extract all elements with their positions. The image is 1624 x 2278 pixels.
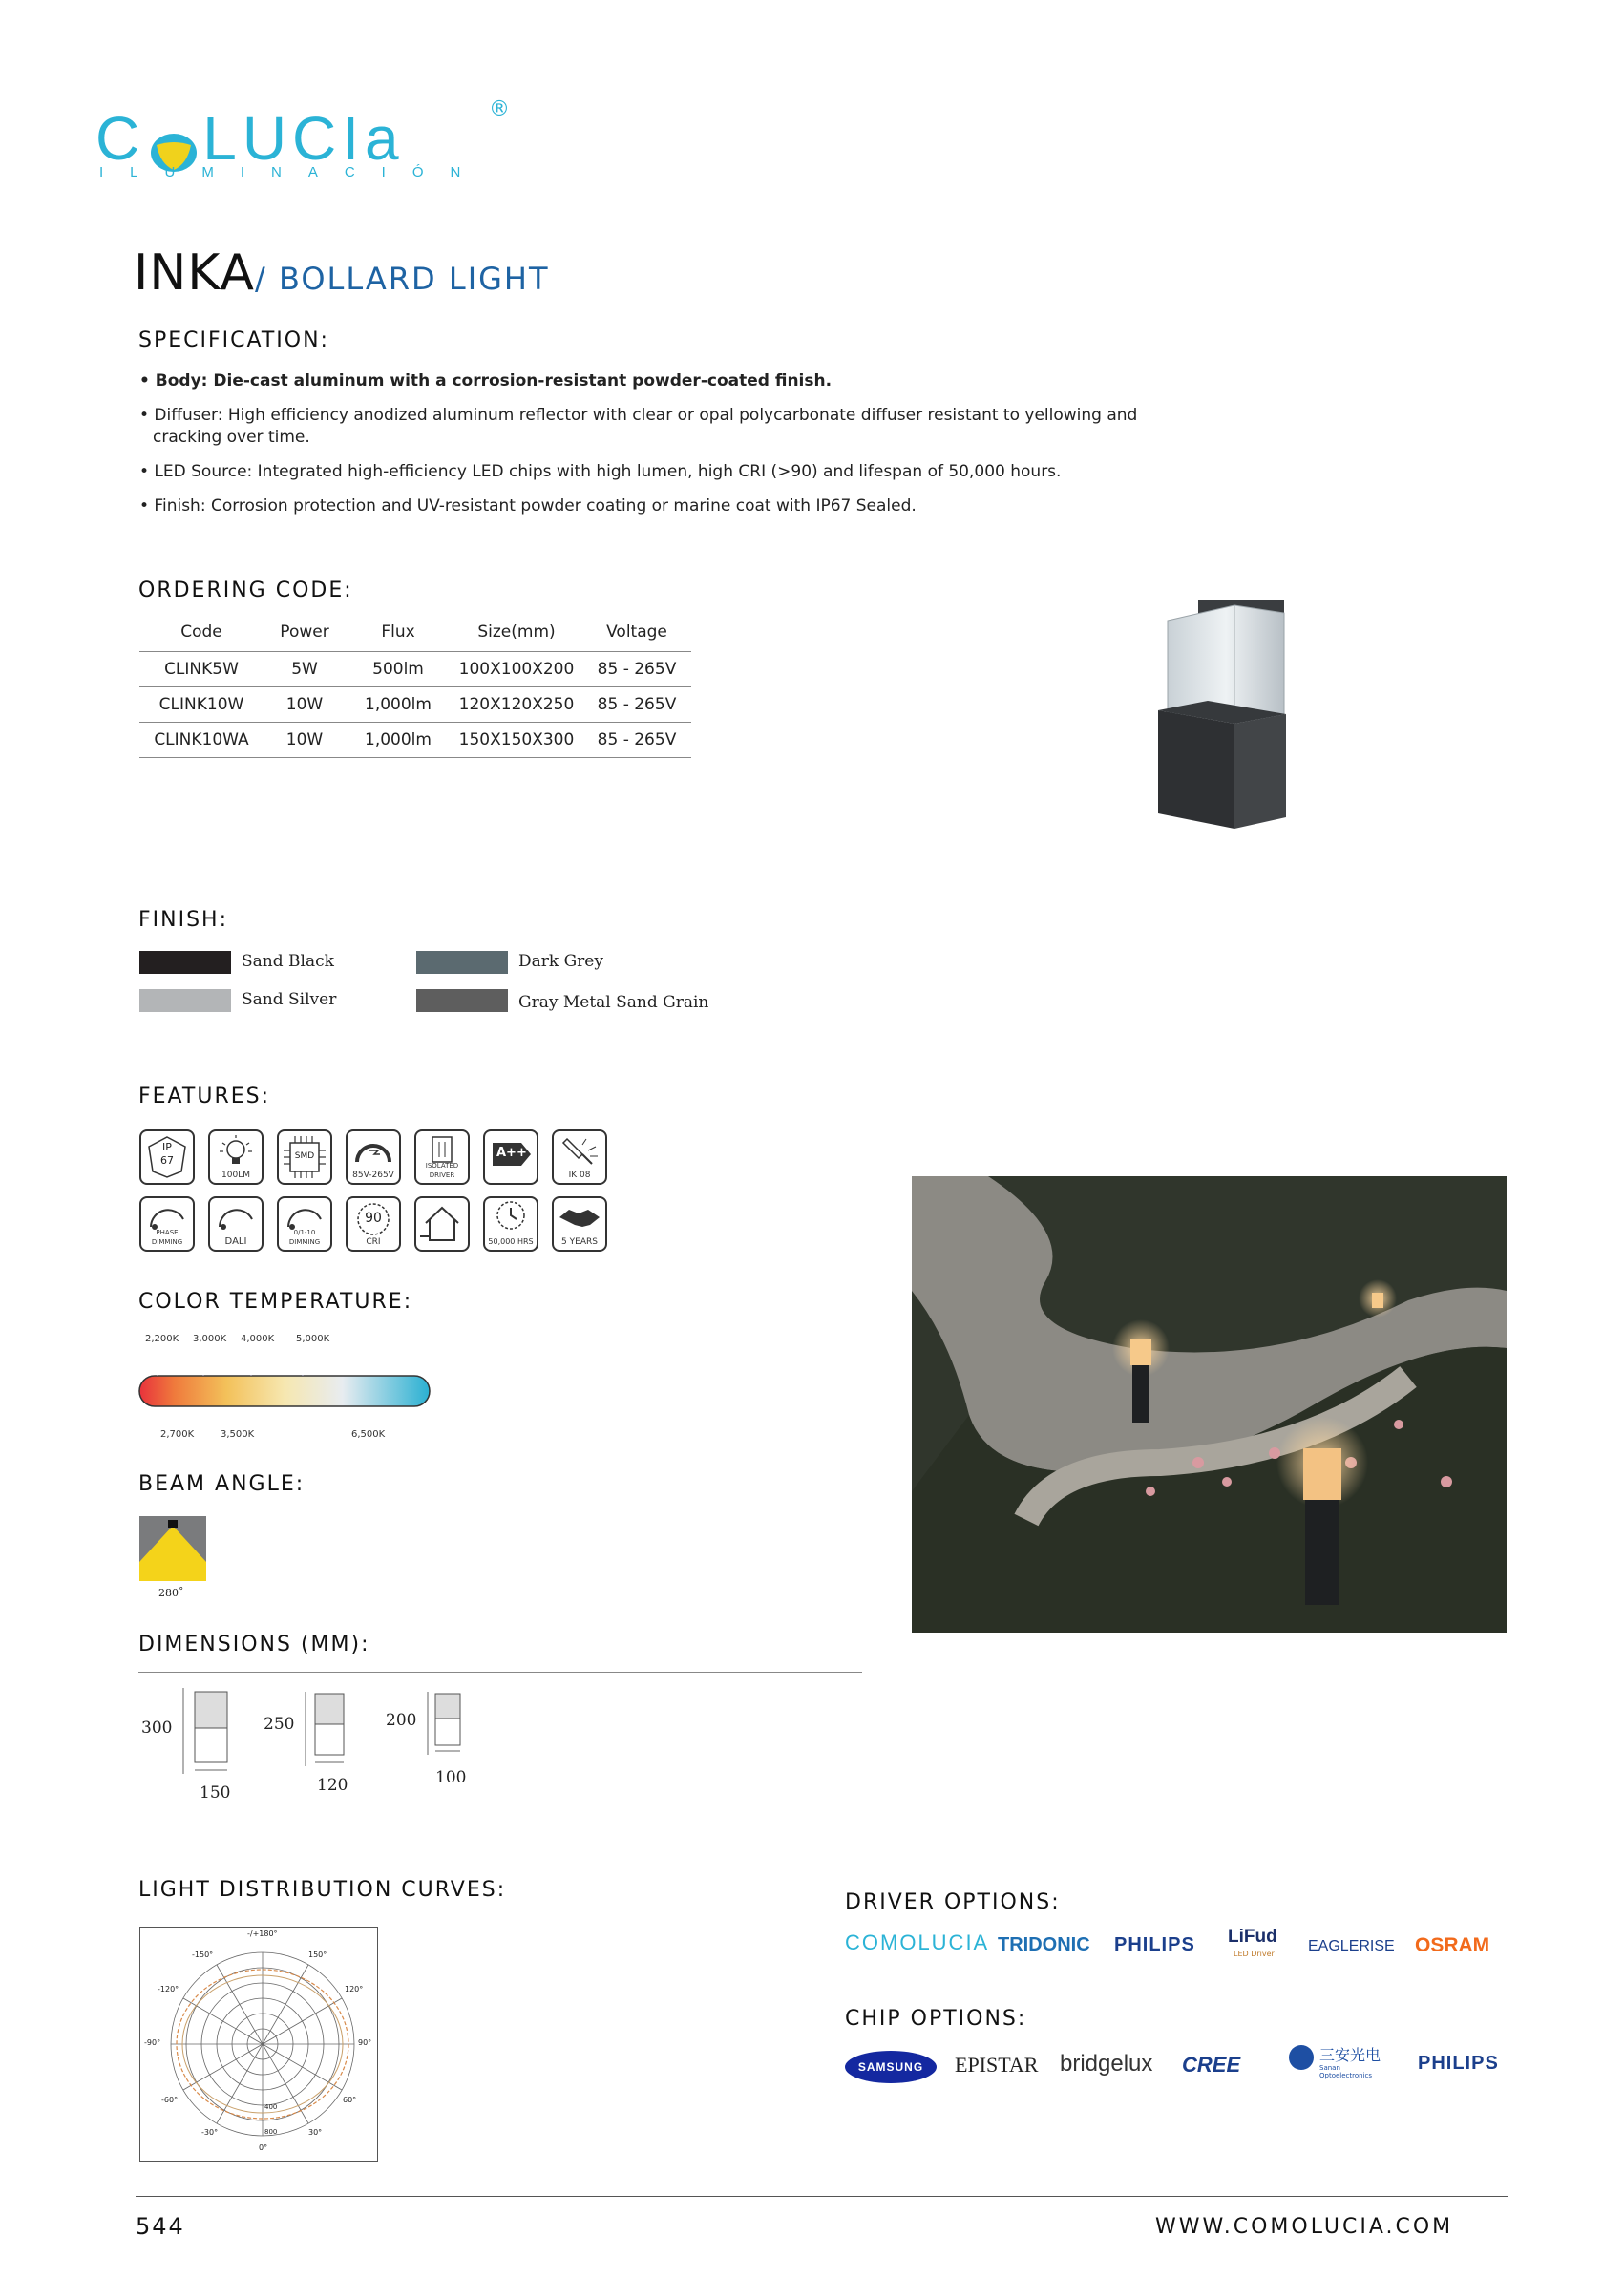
finish-label: Dark Grey: [518, 952, 603, 971]
color-temperature-bar: [138, 1375, 431, 1407]
energy-label: A++: [496, 1146, 527, 1160]
dimming-caption: 0/1-10 DIMMING: [288, 1229, 321, 1246]
swatch-dark-grey: [416, 951, 508, 974]
phase-dimming-icon: [139, 1196, 195, 1252]
polar-label: 60°: [343, 2096, 357, 2104]
polar-label: 90°: [358, 2038, 372, 2047]
finish-label: Sand Black: [242, 952, 334, 971]
driver-brand-philips: PHILIPS: [1114, 1934, 1195, 1955]
curves-heading: LIGHT DISTRIBUTION CURVES:: [138, 1878, 507, 1902]
driver-brand-lifud: LiFud: [1228, 1927, 1277, 1947]
smd-label: SMD: [294, 1151, 315, 1161]
warranty-caption: 5 YEARS: [561, 1237, 598, 1247]
finish-heading: FINISH:: [138, 908, 229, 932]
bulb-icon: [208, 1129, 264, 1185]
warranty-icon: [552, 1196, 607, 1252]
cell-power: 5W: [264, 652, 346, 687]
product-image: [1141, 592, 1313, 831]
voltage-icon: [346, 1129, 401, 1185]
cell-code: CLINK5W: [139, 652, 264, 687]
ct-label-top: 5,000K: [296, 1334, 330, 1344]
smd-chip-icon: [277, 1129, 332, 1185]
polar-label: -60°: [161, 2096, 179, 2104]
swatch-gray-metal: [416, 989, 508, 1012]
col-voltage: Voltage: [582, 613, 691, 652]
brand-logo: [95, 97, 516, 189]
cell-code: CLINK10WA: [139, 723, 264, 758]
polar-label: -120°: [158, 1985, 179, 1993]
lifespan-icon: [483, 1196, 538, 1252]
col-code: Code: [139, 613, 264, 652]
polar-chart: [139, 1927, 378, 2162]
voltage-caption: 85V-265V: [352, 1171, 394, 1180]
cri-icon: [346, 1196, 401, 1252]
cri-caption: CRI: [366, 1237, 381, 1247]
chip-brand-bridgelux: bridgelux: [1060, 2051, 1153, 2077]
ordering-table: [139, 613, 691, 758]
polar-label: -90°: [144, 2038, 161, 2047]
dim-width: 150: [200, 1783, 231, 1803]
polar-label: 800: [264, 2128, 278, 2136]
ct-label-bottom: 6,500K: [351, 1429, 386, 1440]
chip-brand-philips: PHILIPS: [1418, 2053, 1499, 2074]
lifud-subtitle: LED Driver: [1234, 1950, 1275, 1958]
table-row: [139, 687, 691, 723]
website-link[interactable]: WWW.COMOLUCIA.COM: [1155, 2215, 1454, 2239]
ct-label-top: 3,000K: [193, 1334, 227, 1344]
ip-value: 67: [160, 1154, 174, 1167]
table-header-row: [139, 613, 691, 652]
polar-label: 150°: [308, 1951, 327, 1959]
chip-brand-samsung: SAMSUNG: [845, 2051, 937, 2083]
cell-voltage: 85 - 265V: [582, 723, 691, 758]
isolated-driver-caption: ISOLATED DRIVER: [425, 1162, 459, 1179]
ct-label-bottom: 2,700K: [160, 1429, 195, 1440]
dim-width: 120: [317, 1776, 348, 1795]
spec-body: • Body: Die-cast aluminum with a corrosion-resistant powder-coated finish.: [139, 371, 833, 390]
footer-divider: [136, 2196, 1508, 2197]
polar-label: 30°: [308, 2128, 323, 2137]
ct-label-bottom: 3,500K: [221, 1429, 255, 1440]
product-title: [134, 244, 550, 302]
dim-height: 200: [386, 1711, 417, 1730]
polar-label: 400: [264, 2103, 278, 2111]
dim-height: 250: [264, 1715, 295, 1734]
specification-list: [139, 370, 1142, 530]
dali-caption: DALI: [224, 1236, 247, 1247]
finish-label: Sand Silver: [242, 990, 337, 1009]
finish-label: Gray Metal Sand Grain: [518, 993, 709, 1012]
isolated-driver-icon: [414, 1129, 470, 1185]
cell-size: 100X100X200: [451, 652, 582, 687]
col-power: Power: [264, 613, 346, 652]
cell-flux: 1,000lm: [346, 687, 451, 723]
color-temperature-heading: COLOR TEMPERATURE:: [138, 1290, 413, 1314]
spec-led-source: • LED Source: Integrated high-efficiency LED chips with high lumen, high CRI (>90) and lifespan of 50,000 hours.: [139, 462, 1062, 481]
cell-size: 120X120X250: [451, 687, 582, 723]
driver-brand-osram: OSRAM: [1415, 1934, 1490, 1956]
beam-angle-icon: [139, 1516, 206, 1581]
col-size: Size(mm): [451, 613, 582, 652]
swatch-sand-black: [139, 951, 231, 974]
ct-label-top: 4,000K: [241, 1334, 275, 1344]
lifespan-caption: 50,000 HRS: [488, 1237, 534, 1246]
cell-voltage: 85 - 265V: [582, 687, 691, 723]
logo-registered: ®: [489, 97, 510, 121]
polar-label: -150°: [192, 1951, 214, 1959]
cell-voltage: 85 - 265V: [582, 652, 691, 687]
product-category: / BOLLARD LIGHT: [255, 261, 550, 297]
chip-brand-sanan: 三安光电 Sanan Optoelectronics: [1289, 2041, 1394, 2083]
polar-label: 0°: [259, 2143, 268, 2152]
chip-brand-epistar: EPISTAR: [955, 2053, 1039, 2077]
bulb-caption: 100LM: [221, 1171, 250, 1180]
phase-dimming-caption: PHASE DIMMING: [151, 1229, 183, 1246]
dim-drawing-large: [181, 1688, 239, 1776]
polar-label: -/+180°: [247, 1930, 278, 1938]
cell-power: 10W: [264, 687, 346, 723]
ik08-icon: [552, 1129, 607, 1185]
chip-options-heading: CHIP OPTIONS:: [845, 2007, 1027, 2031]
dim-drawing-small: [426, 1692, 470, 1759]
dim-height: 300: [141, 1719, 173, 1738]
features-heading: FEATURES:: [138, 1085, 271, 1108]
logo-subtitle: ILUMINACIÓN: [99, 164, 488, 180]
driver-brand-tridonic: TRIDONIC: [998, 1934, 1090, 1955]
ip-label: IP: [162, 1141, 172, 1153]
polar-label: -30°: [201, 2128, 219, 2137]
col-flux: Flux: [346, 613, 451, 652]
logo-letter-c: C: [95, 104, 146, 173]
cell-power: 10W: [264, 723, 346, 758]
driver-options-heading: DRIVER OPTIONS:: [845, 1890, 1061, 1914]
dali-icon: [208, 1196, 264, 1252]
dimming-0-10-icon: [277, 1196, 332, 1252]
ip67-icon: [139, 1129, 195, 1185]
driver-brand-comolucia: COMOLUCIA: [845, 1930, 990, 1954]
product-name: INKA: [134, 244, 255, 302]
dim-drawing-medium: [304, 1692, 353, 1770]
spec-diffuser: • Diffuser: High efficiency anodized aluminum reflector with clear or opal polycarbonate diffuser resistant to yellowing and cracking over time.: [139, 406, 1138, 447]
logo-blob-icon: [149, 117, 199, 159]
house-icon: [414, 1196, 470, 1252]
application-photo: [912, 1176, 1507, 1633]
ct-label-top: 2,200K: [145, 1334, 179, 1344]
logo-word-rest: LUCIa: [202, 104, 405, 173]
cell-flux: 500lm: [346, 652, 451, 687]
polar-label: 120°: [345, 1985, 364, 1993]
driver-brand-eaglerise: EAGLERISE: [1308, 1938, 1395, 1954]
dim-width: 100: [435, 1768, 467, 1787]
dimensions-divider: [138, 1672, 862, 1673]
spec-finish: • Finish: Corrosion protection and UV-resistant powder coating or marine coat with IP67 Sealed.: [139, 496, 917, 516]
table-row: [139, 723, 691, 758]
specification-heading: SPECIFICATION:: [138, 328, 329, 352]
cri-value: 90: [365, 1211, 382, 1226]
energy-class-icon: [483, 1129, 538, 1185]
swatch-sand-silver: [139, 989, 231, 1012]
cell-code: CLINK10W: [139, 687, 264, 723]
cell-size: 150X150X300: [451, 723, 582, 758]
ordering-heading: ORDERING CODE:: [138, 579, 353, 602]
ik08-caption: IK 08: [568, 1171, 591, 1180]
table-row: [139, 652, 691, 687]
dimensions-heading: DIMENSIONS (MM):: [138, 1633, 370, 1656]
page-number: 544: [136, 2213, 185, 2240]
beam-angle-value: 280˚: [158, 1587, 184, 1599]
chip-brand-cree: CREE: [1182, 2053, 1241, 2077]
cell-flux: 1,000lm: [346, 723, 451, 758]
beam-angle-heading: BEAM ANGLE:: [138, 1472, 306, 1496]
